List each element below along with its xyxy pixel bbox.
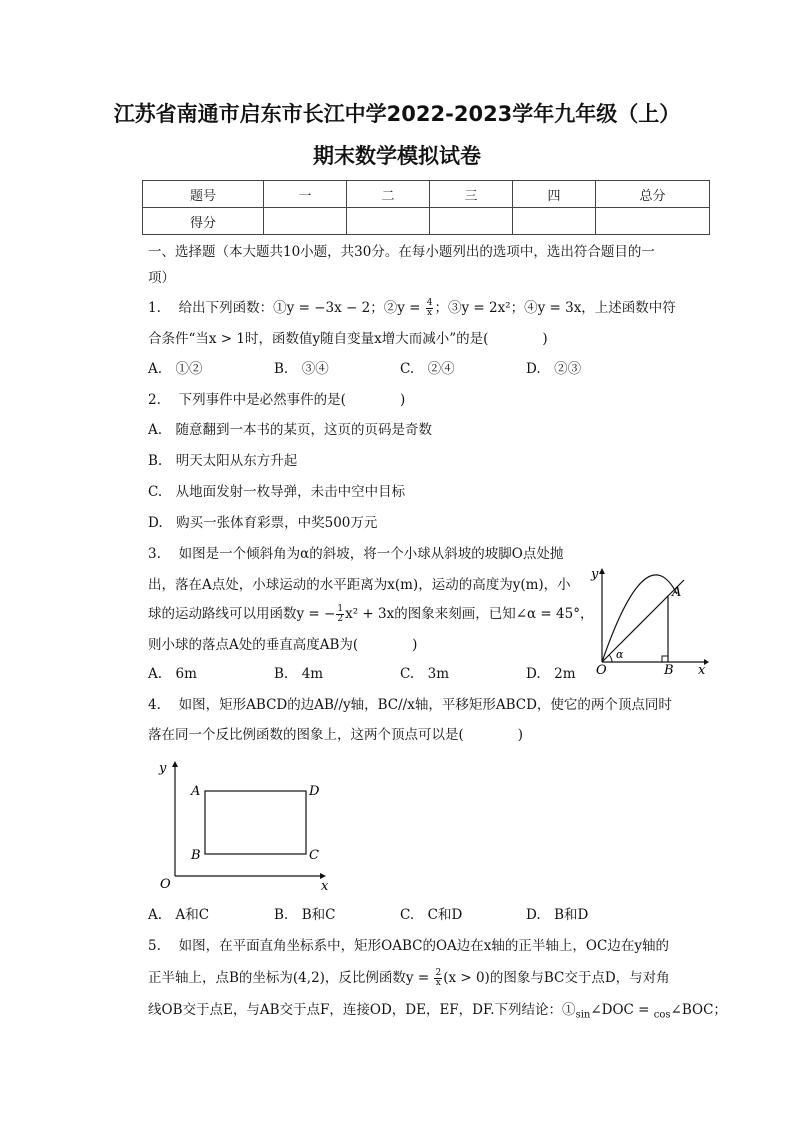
q5-stem-line1: 5. 如图，在平面直角坐标系中，矩形OABC的OA边在x轴的正半轴上，OC边在y轴的 bbox=[148, 938, 669, 954]
score-cell[interactable] bbox=[596, 208, 710, 235]
q1-frac-den: x bbox=[427, 308, 433, 318]
q1-frac-num: 4 bbox=[426, 298, 433, 308]
q5-stem-part-c: 线OB交于点E，与AB交于点F，连接OD，DE，EF，DF.下列结论：① bbox=[148, 1002, 576, 1018]
score-table-header: 题号 bbox=[143, 181, 264, 208]
q2-option-d[interactable]: D. 购买一张体育彩票，中奖500万元 bbox=[148, 515, 378, 531]
score-cell[interactable] bbox=[513, 208, 596, 235]
exam-title-line2: 期末数学模拟试卷 bbox=[313, 144, 481, 168]
q1-option-c[interactable]: C. ②④ bbox=[400, 361, 455, 377]
q3-right-angle-mark bbox=[662, 656, 668, 662]
q3-parabola bbox=[602, 575, 677, 662]
q1-option-b[interactable]: B. ③④ bbox=[274, 361, 329, 377]
q3-stem-line2: 出，落在A点处，小球运动的水平距离为x(m)，运动的高度为y(m)，小 bbox=[148, 577, 571, 593]
q1-option-a[interactable]: A. ①② bbox=[148, 361, 203, 377]
q3-label-a: A bbox=[672, 585, 682, 600]
score-row-label: 得分 bbox=[143, 208, 264, 235]
q4-y-arrow bbox=[172, 761, 178, 767]
q4-label-x: x bbox=[321, 879, 329, 892]
q3-option-c[interactable]: C. 3m bbox=[400, 666, 450, 682]
q1-stem-line2: 合条件“当x > 1时，函数值y随自变量x增大而减小”的是( ) bbox=[148, 331, 548, 347]
q5-stem-part-a: 正半轴上，点B的坐标为(4,2)，反比例函数y = bbox=[148, 970, 434, 986]
score-table-header: 一 bbox=[264, 181, 347, 208]
exam-title-line1: 江苏省南通市启东市长江中学2022-2023学年九年级（上） bbox=[113, 102, 681, 126]
q3-angle-arc bbox=[609, 655, 612, 662]
q3-label-b: B bbox=[664, 663, 674, 676]
score-table-header: 二 bbox=[347, 181, 430, 208]
q5-frac-den: x bbox=[435, 978, 441, 988]
q5-stem-line2 bbox=[148, 966, 670, 988]
q3-stem-line1: 3. 如图是一个倾斜角为α的斜坡，将一个小球从斜坡的坡脚O点处抛 bbox=[148, 546, 564, 562]
q5-frac-num: 2 bbox=[435, 968, 442, 978]
q5-stem-part-b: (x > 0)的图象与BC交于点D，与对角 bbox=[443, 970, 670, 986]
q3-fraction bbox=[336, 605, 344, 624]
q2-option-a[interactable]: A. 随意翻到一本书的某页，这页的页码是奇数 bbox=[148, 422, 433, 438]
q4-label-y: y bbox=[159, 761, 167, 776]
q4-option-a[interactable]: A. A和C bbox=[148, 907, 210, 923]
q2-stem: 2. 下列事件中是必然事件的是( ) bbox=[148, 392, 406, 408]
q1-option-d[interactable]: D. ②③ bbox=[526, 361, 582, 377]
q5-fraction bbox=[434, 969, 442, 988]
q1-stem-part2: ；③y = 2x²；④y = 3x，上述函数中符 bbox=[434, 300, 676, 316]
q5-sin: sin bbox=[575, 1009, 591, 1021]
q5-stem-line3 bbox=[148, 998, 727, 1021]
q2-option-c[interactable]: C. 从地面发射一枚导弹，未击中空中目标 bbox=[148, 484, 406, 500]
q4-option-c[interactable]: C. C和D bbox=[400, 907, 463, 923]
q3-stem-line4: 则小球的落点A处的垂直高度AB为( ) bbox=[148, 637, 418, 653]
q4-option-b[interactable]: B. B和C bbox=[274, 907, 336, 923]
score-cell[interactable] bbox=[347, 208, 430, 235]
q4-rectangle bbox=[205, 791, 306, 854]
q3-frac-num: 1 bbox=[337, 604, 344, 614]
q4-figure bbox=[155, 758, 335, 892]
score-table-header: 总分 bbox=[596, 181, 710, 208]
q1-stem-part1: 1. 给出下列函数：①y = −3x − 2；②y = bbox=[148, 300, 425, 316]
q4-label-c: C bbox=[309, 848, 319, 863]
q3-option-b[interactable]: B. 4m bbox=[274, 666, 324, 682]
q3-stem-line3 bbox=[148, 602, 593, 624]
q3-figure bbox=[588, 562, 712, 676]
q3-label-o: O bbox=[596, 663, 607, 676]
score-table-header: 三 bbox=[430, 181, 513, 208]
q3-label-alpha: α bbox=[616, 648, 624, 661]
q5-stem-part-d: ∠DOC = bbox=[590, 1002, 654, 1018]
score-cell[interactable] bbox=[430, 208, 513, 235]
score-table-header: 四 bbox=[513, 181, 596, 208]
q3-option-d[interactable]: D. 2m bbox=[526, 666, 576, 682]
q3-y-arrow bbox=[599, 568, 605, 574]
q4-label-a: A bbox=[191, 784, 201, 799]
section-heading: 一、选择题（本大题共10小题，共30分。在每小题列出的选项中，选出符合题目的一 bbox=[148, 244, 655, 260]
q4-stem-line2: 落在同一个反比例函数的图象上，这两个顶点可以是( ) bbox=[148, 727, 524, 743]
q3-option-a[interactable]: A. 6m bbox=[148, 666, 197, 682]
q5-cos: cos bbox=[653, 1009, 671, 1021]
score-table-score-row bbox=[143, 208, 710, 235]
q4-label-b: B bbox=[191, 848, 201, 863]
q4-stem-line1: 4. 如图，矩形ABCD的边AB//y轴，BC//x轴，平移矩形ABCD，使它的两个顶点同时 bbox=[148, 697, 672, 713]
q3-label-x: x bbox=[698, 663, 706, 676]
score-table bbox=[142, 180, 710, 235]
q3-frac-den: 2 bbox=[337, 614, 344, 624]
q4-option-d[interactable]: D. B和D bbox=[526, 907, 589, 923]
score-cell[interactable] bbox=[264, 208, 347, 235]
q1-fraction bbox=[426, 299, 434, 318]
q5-stem-part-e: ∠BOC； bbox=[670, 1002, 727, 1018]
q2-option-b[interactable]: B. 明天太阳从东方升起 bbox=[148, 453, 298, 469]
q1-stem-line1 bbox=[148, 296, 676, 318]
q3-stem-part-b: x² + 3x的图象来刻画，已知∠α = 45°， bbox=[345, 606, 594, 622]
q4-label-d: D bbox=[309, 784, 320, 799]
q4-label-o: O bbox=[160, 877, 171, 892]
q3-stem-part-a: 球的运动路线可以用函数y = − bbox=[148, 606, 336, 622]
score-table-header-row bbox=[143, 181, 710, 208]
q3-label-y: y bbox=[591, 567, 599, 582]
section-heading-cont: 项） bbox=[148, 270, 175, 286]
